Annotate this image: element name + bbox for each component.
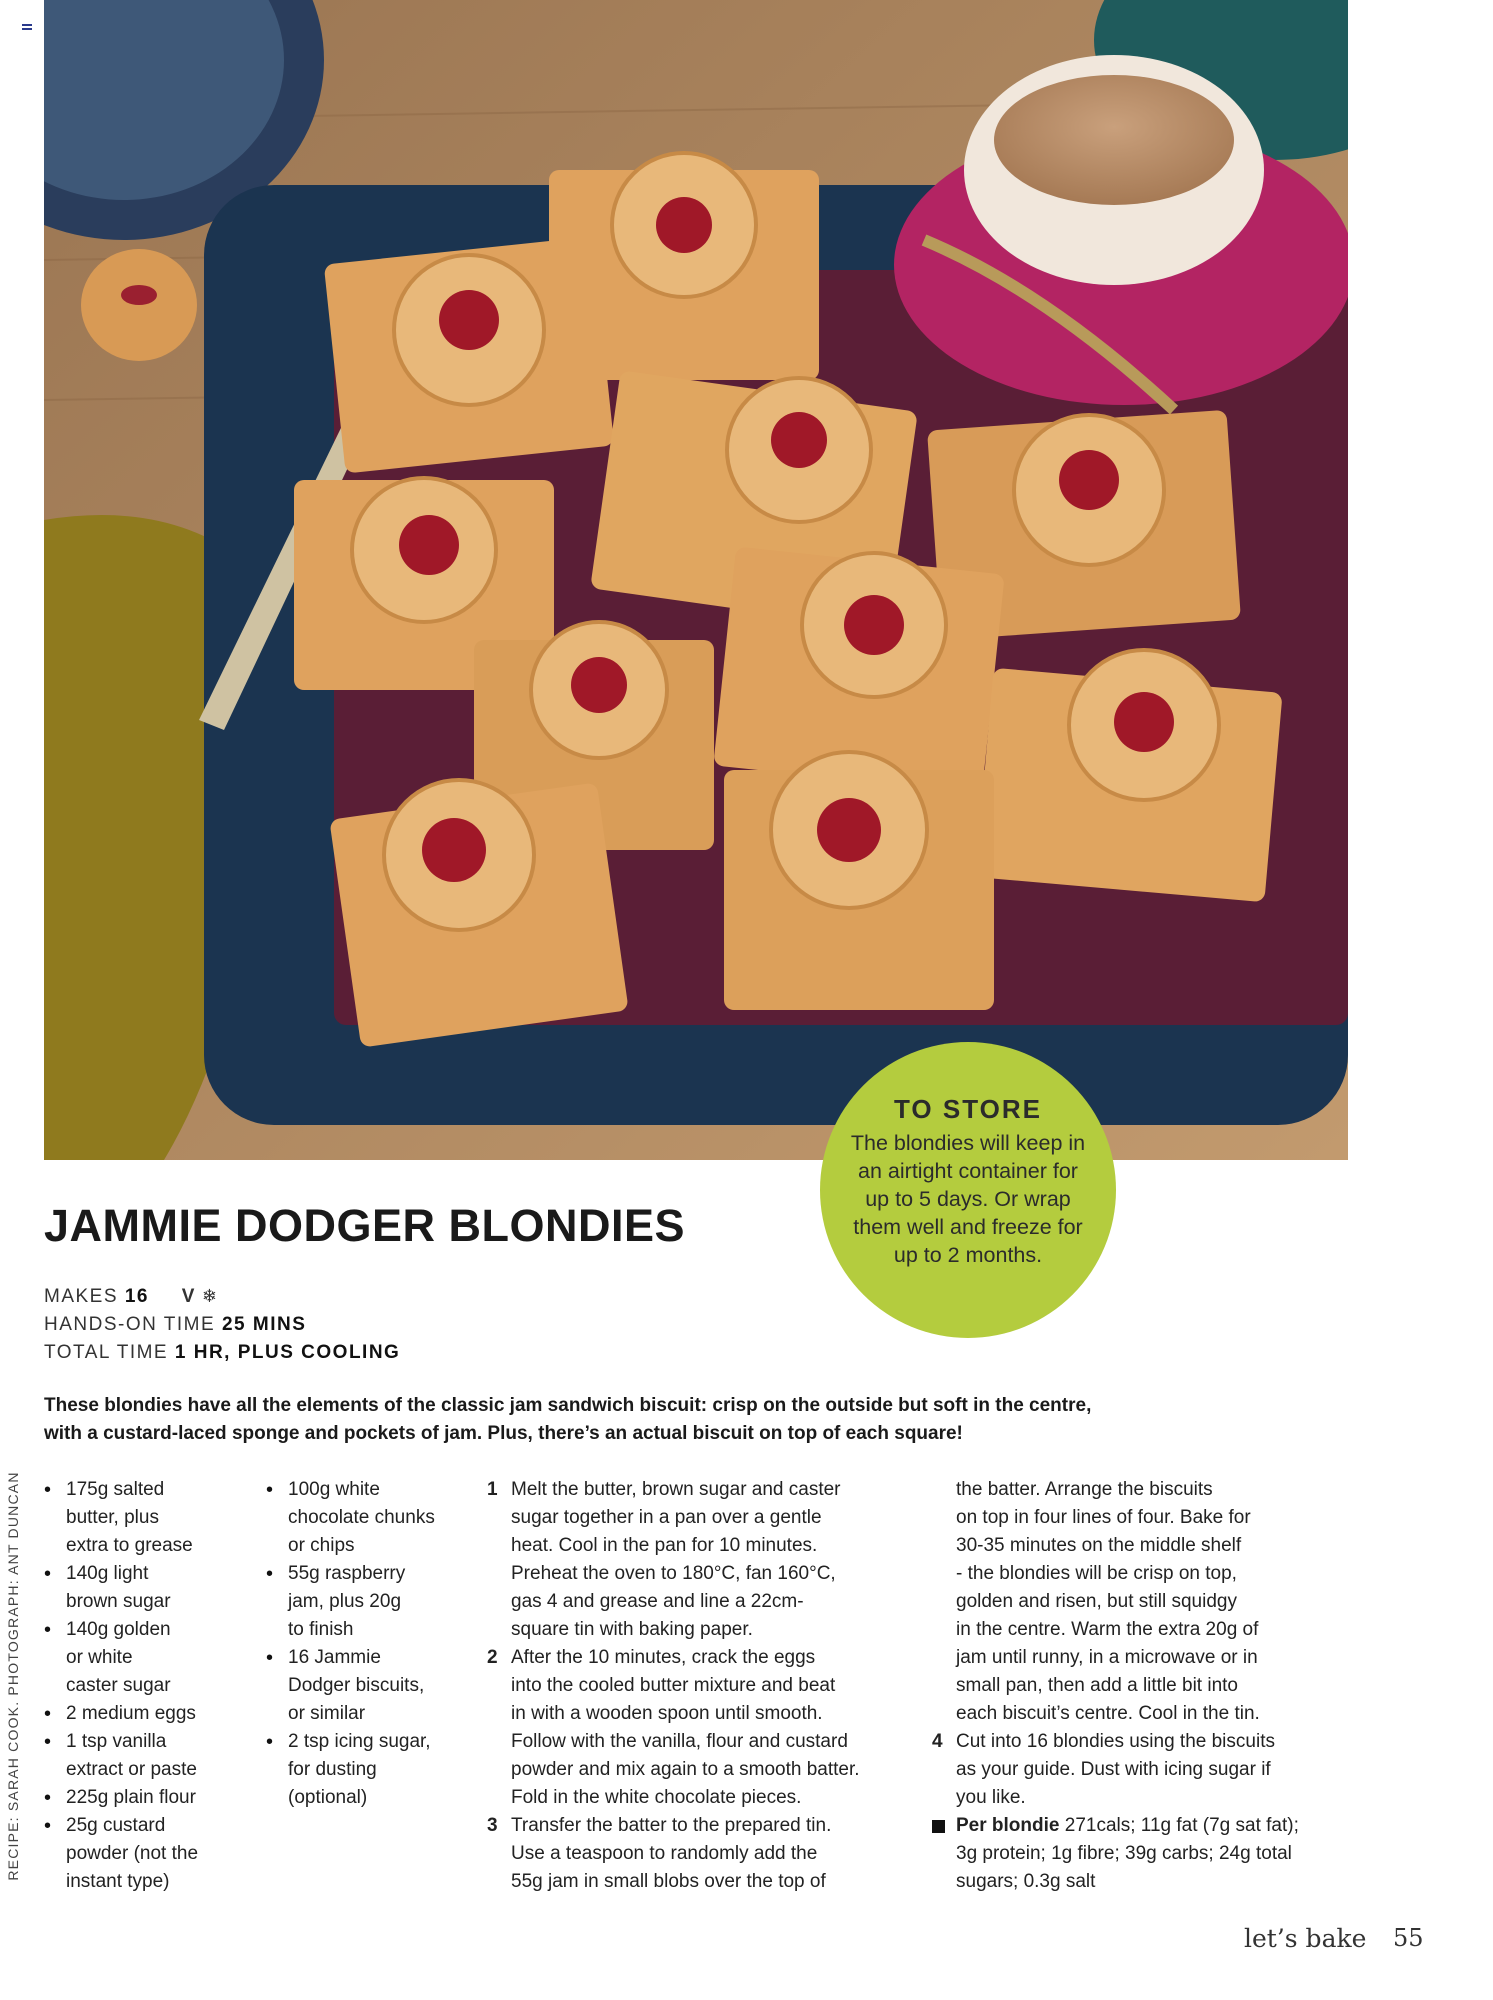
- snowflake-icon: ❄: [201, 1286, 219, 1306]
- ingredient-item: • 1 tsp vanilla extract or paste: [44, 1728, 198, 1784]
- step-number: 2: [487, 1647, 498, 1668]
- step-number: 1: [487, 1479, 498, 1500]
- recipe-intro: [44, 1392, 1224, 1448]
- total-time-value: 1 HR, PLUS COOLING: [174, 1342, 401, 1363]
- step-number: 4: [932, 1731, 943, 1752]
- page-number: 55: [1393, 1924, 1424, 1952]
- ingredient-item: • 140g light brown sugar: [44, 1560, 198, 1616]
- recipe-meta: [44, 1282, 400, 1367]
- ingredient-item: • 2 tsp icing sugar, for dusting (optional): [266, 1728, 435, 1812]
- ingredient-item: • 25g custard powder (not the instant type): [44, 1812, 198, 1896]
- ingredient-item: • 16 Jammie Dodger biscuits, or similar: [266, 1644, 435, 1728]
- nutrition-info: Per blondie 271cals; 11g fat (7g sat fat); 3g protein; 1g fibre; 39g carbs; 24g total sugars; 0.3g salt: [932, 1812, 1299, 1896]
- ingredient-item: • 2 medium eggs: [44, 1700, 198, 1728]
- section-name: let’s bake: [1244, 1924, 1367, 1953]
- hands-on-label: HANDS-ON TIME: [44, 1314, 216, 1335]
- credits-text: RECIPE: SARAH COOK. PHOTOGRAPH: ANT DUNCAN: [5, 1471, 21, 1881]
- method-column-2: [932, 1476, 1299, 1896]
- to-store-title: TO STORE: [894, 1094, 1042, 1124]
- step-number: 3: [487, 1815, 498, 1836]
- recipe-title: JAMMIE DODGER BLONDIES: [44, 1200, 686, 1251]
- total-time-label: TOTAL TIME: [44, 1342, 169, 1363]
- ingredients-column-2: [266, 1476, 435, 1812]
- method-step: 3 Transfer the batter to the prepared tin. Use a teaspoon to randomly add the 55g jam in small blobs over the top of: [487, 1812, 860, 1896]
- ingredient-item: • 175g salted butter, plus extra to grease: [44, 1476, 198, 1560]
- total-time-line: [44, 1339, 400, 1367]
- nutrition-square-icon: [932, 1820, 945, 1833]
- to-store-badge: [820, 1042, 1116, 1338]
- corner-mark: [22, 24, 32, 32]
- vegetarian-badge: V: [181, 1286, 196, 1307]
- to-store-text: The blondies will keep in an airtight container for up to 5 days. Or wrap them well and freeze for up to 2 months.: [850, 1131, 1086, 1267]
- nutrition-label: Per blondie: [956, 1815, 1060, 1836]
- hands-on-value: 25 MINS: [221, 1314, 307, 1335]
- ingredient-item: • 55g raspberry jam, plus 20g to finish: [266, 1560, 435, 1644]
- makes-line: [44, 1282, 400, 1311]
- ingredient-item: • 225g plain flour: [44, 1784, 198, 1812]
- method-column-1: [487, 1476, 860, 1896]
- intro-line: These blondies have all the elements of the classic jam sandwich biscuit: crisp on the outside but soft in the centre,: [44, 1395, 1092, 1416]
- step-3-continued: the batter. Arrange the biscuits on top in four lines of four. Bake for 30-35 minutes on the middle shelf - the blondies will be crisp on top, golden and risen, but still squidgy in the centre. Warm the extra 20g of jam until runny, in a microwave or in small pan, then add a little bit into each biscuit’s centre. Cool in the tin.: [956, 1479, 1260, 1724]
- hands-on-line: [44, 1311, 400, 1339]
- ingredients-column-1: [44, 1476, 198, 1896]
- ingredient-item: • 100g white chocolate chunks or chips: [266, 1476, 435, 1560]
- method-step: 4 Cut into 16 blondies using the biscuits as your guide. Dust with icing sugar if you like.: [932, 1728, 1299, 1812]
- intro-line: with a custard-laced sponge and pockets of jam. Plus, there’s an actual biscuit on top of each square!: [44, 1423, 963, 1444]
- recipe-photo: [44, 0, 1348, 1160]
- photo-credits: [0, 1460, 26, 1892]
- method-step: 1 Melt the butter, brown sugar and caster sugar together in a pan over a gentle heat. Cool in the pan for 10 minutes. Preheat the oven to 180°C, fan 160°C, gas 4 and grease and line a 22cm- square tin with baking paper.: [487, 1476, 860, 1644]
- makes-value: 16: [124, 1286, 149, 1307]
- ingredient-item: • 140g golden or white caster sugar: [44, 1616, 198, 1700]
- method-step: 2 After the 10 minutes, crack the eggs into the cooled butter mixture and beat in with a wooden spoon until smooth. Follow with the vanilla, flour and custard powder and mix again to a smooth batter. Fold in the white chocolate pieces.: [487, 1644, 860, 1812]
- photo-illustration: [44, 0, 1348, 1160]
- makes-label: MAKES: [44, 1286, 119, 1307]
